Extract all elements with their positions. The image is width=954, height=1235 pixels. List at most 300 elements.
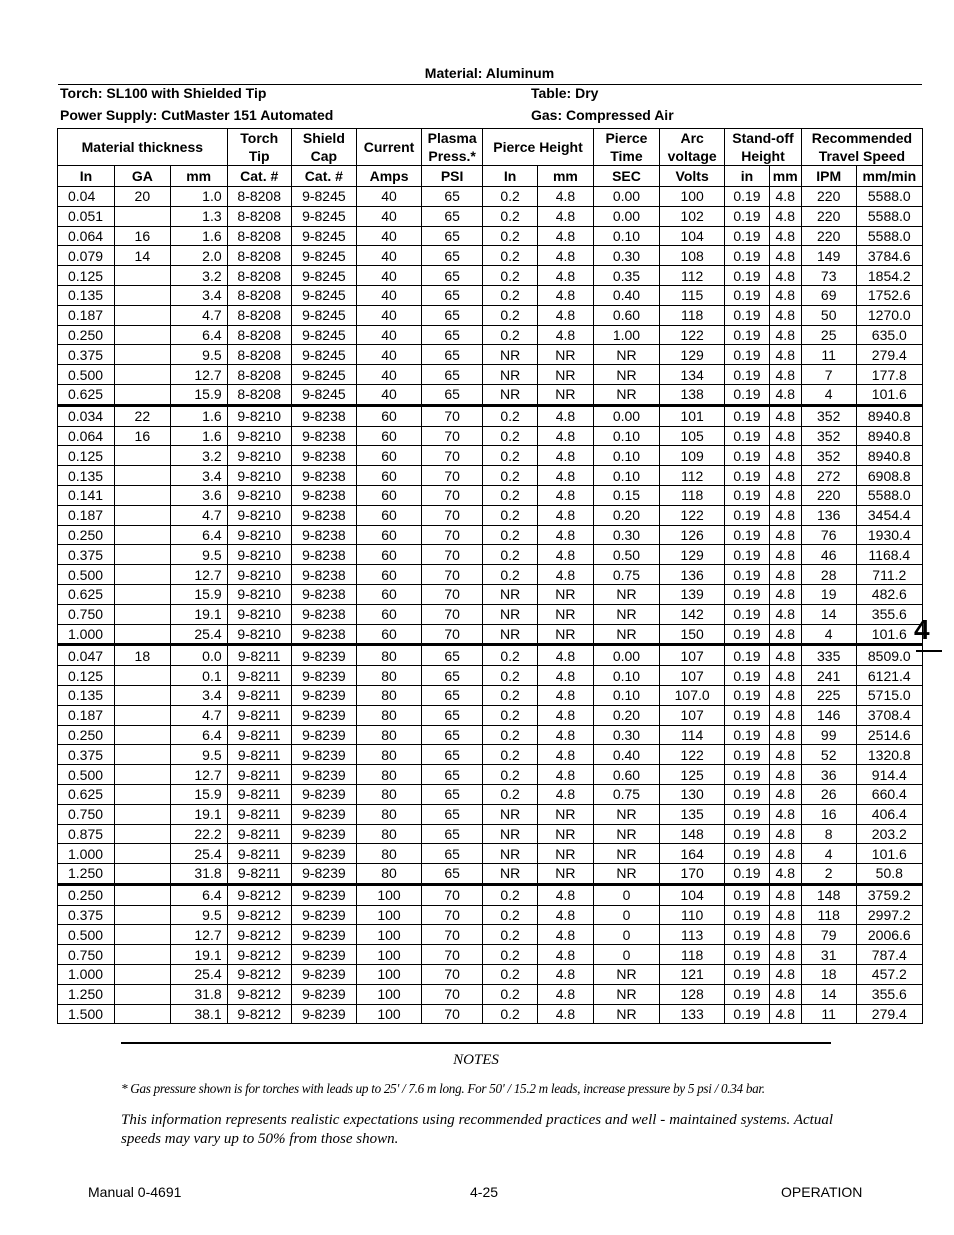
table-cell: 100 (356, 984, 421, 1004)
table-cell: 7 (801, 365, 856, 385)
table-cell: 9-8211 (227, 864, 291, 885)
table-cell (114, 266, 170, 286)
table-cell: 138 (660, 384, 725, 405)
table-cell: 0.10 (593, 226, 659, 246)
table-cell: 107 (660, 645, 725, 666)
table-cell: 9-8239 (291, 725, 356, 745)
table-cell: 65 (422, 266, 483, 286)
table-cell: 9-8210 (227, 604, 291, 624)
table-cell: 9-8245 (291, 226, 356, 246)
table-cell: 0.2 (483, 405, 538, 426)
table-cell: 4.8 (769, 266, 801, 286)
table-cell: 16 (801, 804, 856, 824)
torch-tip-header: Torch Tip (227, 129, 291, 166)
table-cell: 0.375 (58, 905, 115, 925)
table-cell: 9-8211 (227, 824, 291, 844)
table-cell: 65 (422, 804, 483, 824)
table-cell: 46 (801, 545, 856, 565)
table-cell: 65 (422, 725, 483, 745)
table-cell: 4.8 (769, 405, 801, 426)
table-cell: 70 (422, 925, 483, 945)
table-cell (114, 525, 170, 545)
table-cell: 355.6 (856, 604, 922, 624)
table-cell: 4.8 (769, 604, 801, 624)
table-cell: 70 (422, 884, 483, 905)
table-cell: 60 (356, 584, 421, 604)
table-cell: 220 (801, 206, 856, 226)
table-cell: 65 (422, 246, 483, 266)
table-cell: 101.6 (856, 844, 922, 864)
table-cell: 60 (356, 466, 421, 486)
torch-label: Torch: SL100 with Shielded Tip (60, 85, 267, 101)
table-cell: 65 (422, 645, 483, 666)
footer-section: OPERATION (781, 1184, 863, 1200)
table-cell: 0.2 (483, 305, 538, 325)
table-cell: 128 (660, 984, 725, 1004)
table-cell: 279.4 (856, 345, 922, 365)
table-cell: 0.19 (725, 884, 769, 905)
table-cell: 6121.4 (856, 666, 922, 686)
table-cell: 31 (801, 945, 856, 965)
table-cell: 9.5 (170, 345, 227, 365)
table-cell: 9-8238 (291, 485, 356, 505)
table-cell: 4.8 (537, 945, 593, 965)
table-cell: 36 (801, 765, 856, 785)
table-cell: 4.8 (537, 565, 593, 585)
table-cell: 5715.0 (856, 685, 922, 705)
table-row (58, 405, 923, 426)
table-cell: 3759.2 (856, 884, 922, 905)
table-cell: 0.141 (58, 485, 115, 505)
table-row (58, 824, 923, 844)
table-cell (114, 365, 170, 385)
gas-label: Gas: Compressed Air (531, 107, 674, 123)
table-cell: 18 (801, 965, 856, 985)
table-cell: 0 (593, 884, 659, 905)
table-cell: 0.2 (483, 325, 538, 345)
table-cell: 0.250 (58, 525, 115, 545)
table-cell: 1.6 (170, 226, 227, 246)
table-cell: 25.4 (170, 624, 227, 645)
table-row (58, 466, 923, 486)
table-cell: 80 (356, 844, 421, 864)
table-cell: NR (537, 604, 593, 624)
table-cell: 8509.0 (856, 645, 922, 666)
table-cell (114, 305, 170, 325)
note-gas-pressure: * Gas pressure shown is for torches with leads up to 25' / 7.6 m long. For 50' / 15.2 m leads, increase pressure by 5 psi / 0.34 bar. (121, 1081, 765, 1096)
table-cell: 8940.8 (856, 426, 922, 446)
table-row (58, 325, 923, 345)
table-cell: 0.625 (58, 384, 115, 405)
table-cell: 9-8239 (291, 685, 356, 705)
table-cell: 65 (422, 685, 483, 705)
table-cell: 3.6 (170, 485, 227, 505)
section-tab: 4 (914, 614, 930, 645)
table-cell: 6.4 (170, 725, 227, 745)
table-cell: 8-8208 (227, 285, 291, 305)
table-cell: 220 (801, 187, 856, 207)
table-cell: 0.2 (483, 965, 538, 985)
table-cell: 107 (660, 666, 725, 686)
table-cell: 70 (422, 965, 483, 985)
unit-header-cell: Cat. # (227, 166, 291, 187)
table-cell: 12.7 (170, 765, 227, 785)
table-cell: 0.2 (483, 645, 538, 666)
table-cell: NR (593, 824, 659, 844)
table-cell: 40 (356, 226, 421, 246)
table-cell: 9-8239 (291, 765, 356, 785)
table-cell (114, 705, 170, 725)
table-cell: 4.8 (769, 446, 801, 466)
table-cell: 0.750 (58, 804, 115, 824)
material-title: Material: Aluminum (424, 65, 555, 81)
table-cell: 65 (422, 784, 483, 804)
table-cell: 3454.4 (856, 505, 922, 525)
table-cell: 4.8 (769, 466, 801, 486)
table-cell: 129 (660, 345, 725, 365)
table-cell (114, 884, 170, 905)
table-cell: 65 (422, 765, 483, 785)
table-cell: 0.19 (725, 604, 769, 624)
table-cell: 4.8 (769, 525, 801, 545)
table-cell: 70 (422, 405, 483, 426)
table-cell: 40 (356, 266, 421, 286)
table-row (58, 604, 923, 624)
table-cell: 60 (356, 525, 421, 545)
table-cell: 0.250 (58, 884, 115, 905)
table-cell: 0.00 (593, 187, 659, 207)
table-cell: 4.7 (170, 705, 227, 725)
table-cell: 4.7 (170, 305, 227, 325)
table-cell: 4.8 (537, 965, 593, 985)
table-cell: 8-8208 (227, 246, 291, 266)
table-cell: 0.19 (725, 925, 769, 945)
table-cell: 31.8 (170, 864, 227, 885)
table-cell: 4.8 (769, 584, 801, 604)
table-cell: 118 (801, 905, 856, 925)
table-cell: 8-8208 (227, 206, 291, 226)
table-cell: 4.8 (769, 925, 801, 945)
table-cell (114, 545, 170, 565)
cut-chart-table (57, 128, 923, 1024)
table-cell: 8940.8 (856, 446, 922, 466)
table-cell: 0.625 (58, 784, 115, 804)
table-cell: 4.8 (537, 485, 593, 505)
table-cell: 0.19 (725, 984, 769, 1004)
table-cell: 4.8 (537, 745, 593, 765)
table-cell: 0.135 (58, 685, 115, 705)
table-cell: 914.4 (856, 765, 922, 785)
table-cell (114, 685, 170, 705)
table-cell: 4.8 (769, 804, 801, 824)
table-cell: 105 (660, 426, 725, 446)
table-cell: 40 (356, 384, 421, 405)
table-cell: 148 (801, 884, 856, 905)
table-cell: 4.8 (769, 305, 801, 325)
table-cell: 0.2 (483, 884, 538, 905)
table-cell: 4 (801, 384, 856, 405)
table-cell: 4.8 (537, 226, 593, 246)
table-cell: 6.4 (170, 325, 227, 345)
table-cell: 9-8211 (227, 765, 291, 785)
table-cell: 9-8238 (291, 446, 356, 466)
table-cell: 220 (801, 485, 856, 505)
table-cell: 118 (660, 485, 725, 505)
table-label: Table: Dry (531, 85, 599, 101)
table-cell: 4.8 (537, 187, 593, 207)
table-cell: 0.50 (593, 545, 659, 565)
table-cell: 40 (356, 325, 421, 345)
table-cell: NR (483, 365, 538, 385)
unit-header-cell: PSI (422, 166, 483, 187)
table-cell: 15.9 (170, 784, 227, 804)
table-row (58, 884, 923, 905)
table-cell: 4.8 (769, 246, 801, 266)
table-cell: 25 (801, 325, 856, 345)
table-cell: 0.19 (725, 365, 769, 385)
table-cell: 8-8208 (227, 365, 291, 385)
table-cell: 0.10 (593, 446, 659, 466)
table-cell: 0.2 (483, 666, 538, 686)
table-cell: 4.8 (769, 965, 801, 985)
table-row (58, 565, 923, 585)
table-cell: 9-8210 (227, 426, 291, 446)
table-cell: 4.8 (769, 824, 801, 844)
table-cell: 0.04 (58, 187, 115, 207)
table-row (58, 584, 923, 604)
table-row (58, 345, 923, 365)
table-cell: 5588.0 (856, 226, 922, 246)
table-cell: 9-8238 (291, 505, 356, 525)
table-cell: 0.2 (483, 925, 538, 945)
table-cell: NR (593, 624, 659, 645)
table-cell: 60 (356, 505, 421, 525)
table-cell: 3.4 (170, 285, 227, 305)
table-cell: 70 (422, 945, 483, 965)
table-cell: 4.8 (537, 705, 593, 725)
current-header: Current (356, 129, 421, 166)
table-cell: 25.4 (170, 965, 227, 985)
table-cell: 25.4 (170, 844, 227, 864)
table-cell: 0.875 (58, 824, 115, 844)
table-cell: 272 (801, 466, 856, 486)
table-cell (114, 485, 170, 505)
table-cell: 14 (114, 246, 170, 266)
table-cell: 0.750 (58, 945, 115, 965)
table-cell: 4.8 (769, 984, 801, 1004)
table-cell: 0.19 (725, 824, 769, 844)
table-cell (114, 984, 170, 1004)
table-row (58, 426, 923, 446)
table-cell: 0.375 (58, 345, 115, 365)
table-cell: 104 (660, 226, 725, 246)
table-cell: 0.064 (58, 226, 115, 246)
table-cell: 9-8245 (291, 325, 356, 345)
table-cell (114, 725, 170, 745)
table-cell: 9-8211 (227, 666, 291, 686)
table-cell: 0.125 (58, 266, 115, 286)
table-cell: 0.19 (725, 466, 769, 486)
table-cell: 9-8210 (227, 446, 291, 466)
table-cell: 8-8208 (227, 384, 291, 405)
table-cell: 4.8 (537, 884, 593, 905)
table-cell: 38.1 (170, 1004, 227, 1024)
table-cell: 0.19 (725, 345, 769, 365)
table-cell: NR (537, 844, 593, 864)
table-cell: 118 (660, 305, 725, 325)
table-cell: 9-8212 (227, 965, 291, 985)
table-cell: 9-8238 (291, 604, 356, 624)
table-cell: 4.8 (537, 325, 593, 345)
table-cell: 0.75 (593, 784, 659, 804)
table-cell: 1.00 (593, 325, 659, 345)
table-cell: NR (483, 804, 538, 824)
table-cell: 9-8239 (291, 784, 356, 804)
arc-voltage-header: Arc voltage (660, 129, 725, 166)
table-cell: 241 (801, 666, 856, 686)
table-cell: 0.2 (483, 226, 538, 246)
table-cell: 4.8 (769, 426, 801, 446)
table-cell: 0.19 (725, 725, 769, 745)
table-cell: 0 (593, 925, 659, 945)
table-cell: 0.2 (483, 187, 538, 207)
table-cell: 2997.2 (856, 905, 922, 925)
table-cell: 1854.2 (856, 266, 922, 286)
table-cell: 4.8 (537, 505, 593, 525)
table-cell: 0.375 (58, 745, 115, 765)
table-cell: 70 (422, 905, 483, 925)
table-cell: NR (593, 584, 659, 604)
table-cell: 3.4 (170, 466, 227, 486)
table-cell: 50.8 (856, 864, 922, 885)
table-cell: 8-8208 (227, 187, 291, 207)
table-cell (114, 945, 170, 965)
table-cell: 0.19 (725, 844, 769, 864)
table-cell: 0.30 (593, 525, 659, 545)
notes-title: NOTES (453, 1052, 499, 1068)
table-cell: 0.187 (58, 705, 115, 725)
table-cell: 4.8 (769, 624, 801, 645)
unit-header-cell: In (483, 166, 538, 187)
table-cell: 0.19 (725, 745, 769, 765)
table-cell (114, 604, 170, 624)
table-cell: 0.19 (725, 784, 769, 804)
table-cell: 65 (422, 705, 483, 725)
table-cell: 0.00 (593, 645, 659, 666)
table-cell: 0.10 (593, 666, 659, 686)
table-cell: 9-8245 (291, 384, 356, 405)
table-cell: 4.8 (769, 685, 801, 705)
travel-speed-header: Recommended Travel Speed (801, 129, 922, 166)
table-cell: 482.6 (856, 584, 922, 604)
table-cell: NR (537, 345, 593, 365)
table-cell: 136 (801, 505, 856, 525)
table-row (58, 485, 923, 505)
table-cell: 0.75 (593, 565, 659, 585)
table-cell: 65 (422, 206, 483, 226)
table-cell: 130 (660, 784, 725, 804)
table-cell (114, 325, 170, 345)
table-cell: NR (483, 624, 538, 645)
table-cell: 4.8 (769, 725, 801, 745)
table-cell: 635.0 (856, 325, 922, 345)
table-cell: 9-8238 (291, 545, 356, 565)
table-row (58, 925, 923, 945)
table-cell: 139 (660, 584, 725, 604)
table-cell: NR (593, 965, 659, 985)
table-cell: 2514.6 (856, 725, 922, 745)
table-cell: 4.8 (769, 285, 801, 305)
table-cell: 80 (356, 645, 421, 666)
unit-header-cell: SEC (593, 166, 659, 187)
table-cell: 0.19 (725, 965, 769, 985)
table-cell: 0.19 (725, 645, 769, 666)
table-cell: 9-8210 (227, 466, 291, 486)
table-cell: 9-8245 (291, 266, 356, 286)
table-cell: 80 (356, 784, 421, 804)
table-cell: NR (537, 804, 593, 824)
table-cell: 0.2 (483, 466, 538, 486)
table-row (58, 1004, 923, 1024)
table-cell: 9-8210 (227, 565, 291, 585)
table-cell: 107 (660, 705, 725, 725)
table-row (58, 965, 923, 985)
table-cell: 406.4 (856, 804, 922, 824)
table-cell: 4.8 (769, 666, 801, 686)
table-cell: 40 (356, 345, 421, 365)
table-cell: 0.35 (593, 266, 659, 286)
table-cell: 112 (660, 466, 725, 486)
unit-header-cell: Amps (356, 166, 421, 187)
table-cell: 60 (356, 604, 421, 624)
table-cell: NR (483, 604, 538, 624)
table-cell: 0.19 (725, 187, 769, 207)
table-cell: 0.187 (58, 505, 115, 525)
table-cell: 9-8212 (227, 945, 291, 965)
table-cell: 355.6 (856, 984, 922, 1004)
table-cell: 4.8 (769, 745, 801, 765)
table-cell: 0.19 (725, 505, 769, 525)
table-cell: 122 (660, 505, 725, 525)
table-row (58, 624, 923, 645)
table-cell: 6.4 (170, 884, 227, 905)
table-cell: 0.2 (483, 705, 538, 725)
table-cell: 9-8211 (227, 725, 291, 745)
table-cell: 0.19 (725, 246, 769, 266)
table-cell: 70 (422, 505, 483, 525)
table-cell: 0.2 (483, 485, 538, 505)
table-cell: 0.19 (725, 325, 769, 345)
table-row (58, 545, 923, 565)
table-cell: 4.8 (769, 784, 801, 804)
table-cell: 9-8238 (291, 624, 356, 645)
table-cell: 0.187 (58, 305, 115, 325)
table-cell: 1.000 (58, 624, 115, 645)
table-cell: 1.500 (58, 1004, 115, 1024)
table-cell: 99 (801, 725, 856, 745)
table-cell: 0.40 (593, 745, 659, 765)
table-cell: 70 (422, 584, 483, 604)
table-cell: 0.30 (593, 725, 659, 745)
table-cell: 65 (422, 226, 483, 246)
section-tab-rule (916, 650, 942, 652)
table-cell: 9-8238 (291, 426, 356, 446)
table-cell: 4.8 (769, 187, 801, 207)
table-cell: NR (483, 345, 538, 365)
table-cell: 0.19 (725, 905, 769, 925)
unit-header-cell: mm (170, 166, 227, 187)
table-row (58, 864, 923, 885)
